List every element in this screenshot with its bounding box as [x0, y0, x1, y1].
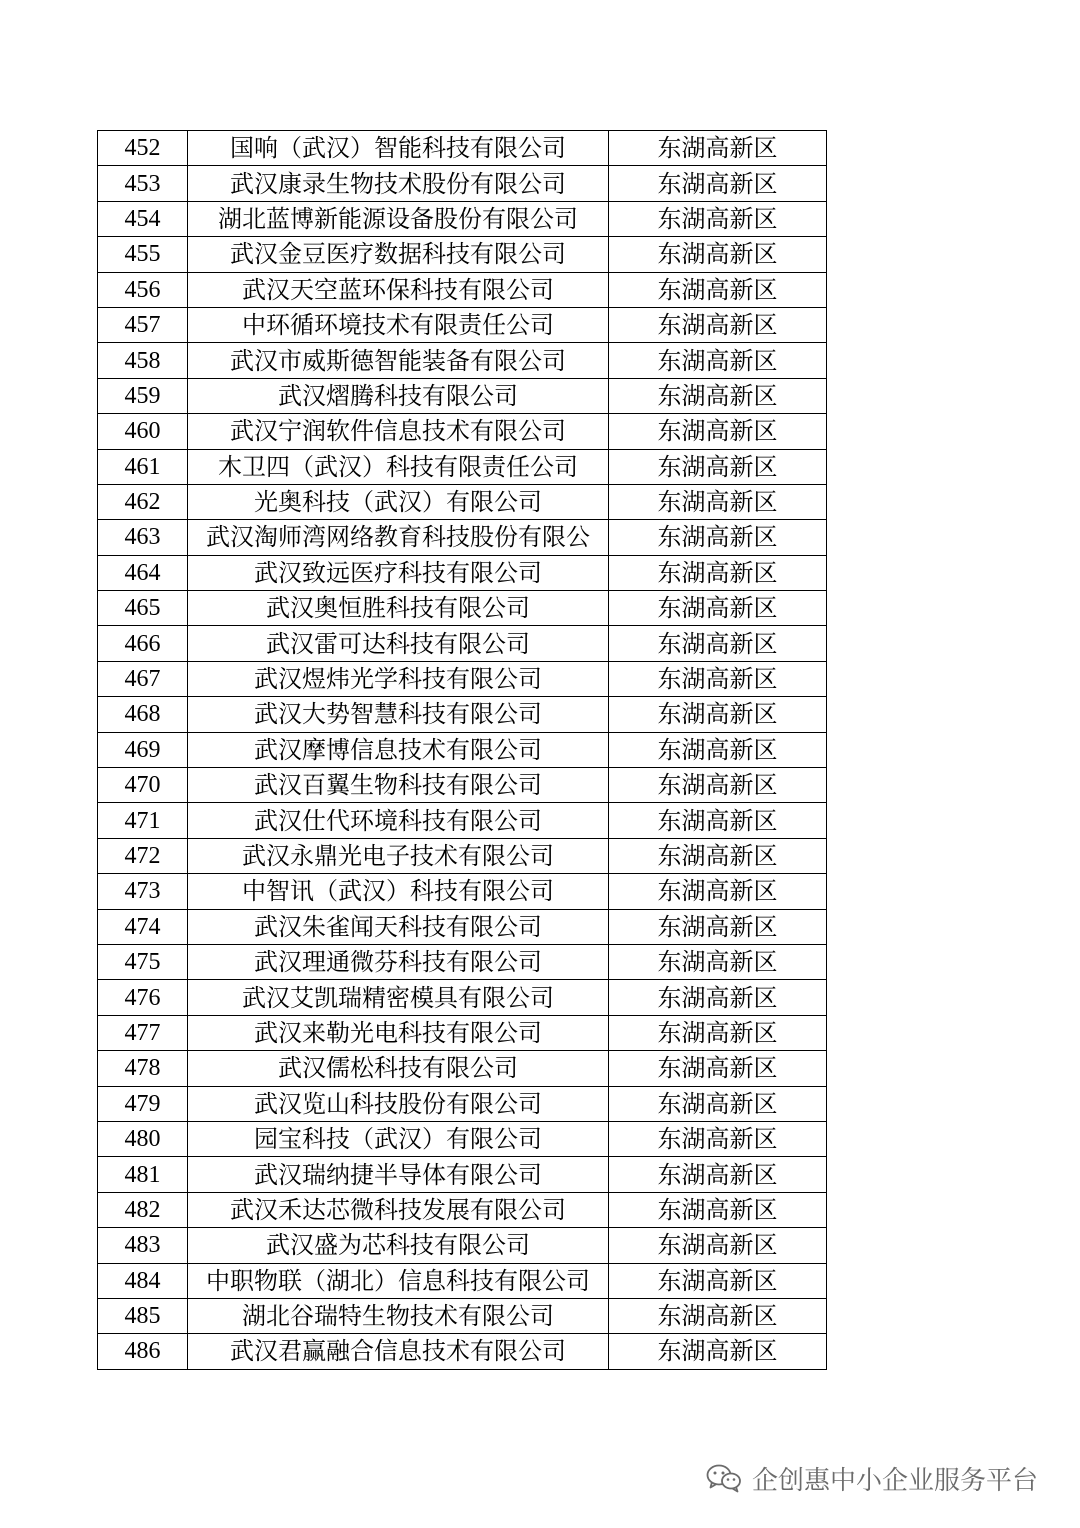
district-cell: 东湖高新区 [609, 1298, 827, 1333]
table-row [98, 909, 827, 944]
company-table-body [98, 131, 827, 1370]
row-number-cell: 480 [98, 1121, 188, 1156]
company-table [97, 130, 827, 1370]
table-row [98, 555, 827, 590]
district-cell: 东湖高新区 [609, 520, 827, 555]
district-cell: 东湖高新区 [609, 661, 827, 696]
wechat-icon [706, 1463, 742, 1493]
table-row [98, 520, 827, 555]
row-number-cell: 456 [98, 272, 188, 307]
company-name-cell: 国响（武汉）智能科技有限公司 [188, 131, 609, 166]
row-number-cell: 454 [98, 201, 188, 236]
company-name-cell: 武汉朱雀闻天科技有限公司 [188, 909, 609, 944]
district-cell: 东湖高新区 [609, 166, 827, 201]
row-number-cell: 457 [98, 307, 188, 342]
table-row [98, 343, 827, 378]
company-name-cell: 中智讯（武汉）科技有限公司 [188, 874, 609, 909]
district-cell: 东湖高新区 [609, 980, 827, 1015]
row-number-cell: 472 [98, 838, 188, 873]
company-name-cell: 武汉艾凯瑞精密模具有限公司 [188, 980, 609, 1015]
district-cell: 东湖高新区 [609, 414, 827, 449]
district-cell: 东湖高新区 [609, 803, 827, 838]
table-row [98, 803, 827, 838]
table-row [98, 484, 827, 519]
row-number-cell: 482 [98, 1192, 188, 1227]
district-cell: 东湖高新区 [609, 201, 827, 236]
table-row [98, 874, 827, 909]
company-name-cell: 光奥科技（武汉）有限公司 [188, 484, 609, 519]
district-cell: 东湖高新区 [609, 555, 827, 590]
district-cell: 东湖高新区 [609, 697, 827, 732]
company-name-cell: 武汉儒松科技有限公司 [188, 1051, 609, 1086]
company-name-cell: 园宝科技（武汉）有限公司 [188, 1121, 609, 1156]
row-number-cell: 481 [98, 1157, 188, 1192]
district-cell: 东湖高新区 [609, 874, 827, 909]
row-number-cell: 452 [98, 131, 188, 166]
table-row [98, 272, 827, 307]
table-row [98, 1015, 827, 1050]
district-cell: 东湖高新区 [609, 484, 827, 519]
table-row [98, 1263, 827, 1298]
row-number-cell: 460 [98, 414, 188, 449]
row-number-cell: 478 [98, 1051, 188, 1086]
row-number-cell: 483 [98, 1228, 188, 1263]
row-number-cell: 461 [98, 449, 188, 484]
district-cell: 东湖高新区 [609, 1157, 827, 1192]
company-name-cell: 武汉摩博信息技术有限公司 [188, 732, 609, 767]
district-cell: 东湖高新区 [609, 449, 827, 484]
district-cell: 东湖高新区 [609, 307, 827, 342]
table-row [98, 449, 827, 484]
district-cell: 东湖高新区 [609, 272, 827, 307]
company-name-cell: 武汉盛为芯科技有限公司 [188, 1228, 609, 1263]
table-row [98, 591, 827, 626]
district-cell: 东湖高新区 [609, 1228, 827, 1263]
table-row [98, 1334, 827, 1369]
district-cell: 东湖高新区 [609, 343, 827, 378]
table-row [98, 166, 827, 201]
company-name-cell: 武汉瑞纳捷半导体有限公司 [188, 1157, 609, 1192]
table-row [98, 1051, 827, 1086]
company-name-cell: 武汉来勒光电科技有限公司 [188, 1015, 609, 1050]
district-cell: 东湖高新区 [609, 237, 827, 272]
table-row [98, 1157, 827, 1192]
row-number-cell: 479 [98, 1086, 188, 1121]
company-name-cell: 武汉金豆医疗数据科技有限公司 [188, 237, 609, 272]
row-number-cell: 455 [98, 237, 188, 272]
district-cell: 东湖高新区 [609, 1086, 827, 1121]
row-number-cell: 467 [98, 661, 188, 696]
company-name-cell: 武汉致远医疗科技有限公司 [188, 555, 609, 590]
table-row [98, 838, 827, 873]
company-name-cell: 武汉淘师湾网络教育科技股份有限公 [188, 520, 609, 555]
company-name-cell: 武汉市威斯德智能装备有限公司 [188, 343, 609, 378]
row-number-cell: 470 [98, 768, 188, 803]
watermark-text: 企创惠中小企业服务平台 [752, 1465, 1039, 1496]
company-name-cell: 武汉君赢融合信息技术有限公司 [188, 1334, 609, 1369]
table-row [98, 307, 827, 342]
row-number-cell: 473 [98, 874, 188, 909]
district-cell: 东湖高新区 [609, 1334, 827, 1369]
district-cell: 东湖高新区 [609, 909, 827, 944]
row-number-cell: 459 [98, 378, 188, 413]
district-cell: 东湖高新区 [609, 944, 827, 979]
district-cell: 东湖高新区 [609, 1051, 827, 1086]
table-row [98, 944, 827, 979]
table-row [98, 980, 827, 1015]
table-row [98, 697, 827, 732]
company-name-cell: 武汉览山科技股份有限公司 [188, 1086, 609, 1121]
row-number-cell: 475 [98, 944, 188, 979]
company-name-cell: 武汉煜炜光学科技有限公司 [188, 661, 609, 696]
table-row [98, 1086, 827, 1121]
company-name-cell: 武汉宁润软件信息技术有限公司 [188, 414, 609, 449]
company-name-cell: 武汉雷可达科技有限公司 [188, 626, 609, 661]
company-name-cell: 武汉奥恒胜科技有限公司 [188, 591, 609, 626]
table-row [98, 732, 827, 767]
row-number-cell: 463 [98, 520, 188, 555]
table-row [98, 626, 827, 661]
company-name-cell: 武汉康录生物技术股份有限公司 [188, 166, 609, 201]
row-number-cell: 485 [98, 1298, 188, 1333]
district-cell: 东湖高新区 [609, 131, 827, 166]
district-cell: 东湖高新区 [609, 1192, 827, 1227]
district-cell: 东湖高新区 [609, 838, 827, 873]
row-number-cell: 462 [98, 484, 188, 519]
row-number-cell: 453 [98, 166, 188, 201]
row-number-cell: 484 [98, 1263, 188, 1298]
company-name-cell: 木卫四（武汉）科技有限责任公司 [188, 449, 609, 484]
company-name-cell: 湖北谷瑞特生物技术有限公司 [188, 1298, 609, 1333]
row-number-cell: 476 [98, 980, 188, 1015]
watermark [706, 1458, 1038, 1498]
table-row [98, 1228, 827, 1263]
company-name-cell: 中职物联（湖北）信息科技有限公司 [188, 1263, 609, 1298]
company-name-cell: 湖北蓝博新能源设备股份有限公司 [188, 201, 609, 236]
company-name-cell: 武汉理通微芬科技有限公司 [188, 944, 609, 979]
district-cell: 东湖高新区 [609, 1263, 827, 1298]
company-name-cell: 武汉大势智慧科技有限公司 [188, 697, 609, 732]
table-row [98, 201, 827, 236]
row-number-cell: 486 [98, 1334, 188, 1369]
district-cell: 东湖高新区 [609, 1121, 827, 1156]
row-number-cell: 466 [98, 626, 188, 661]
district-cell: 东湖高新区 [609, 732, 827, 767]
table-row [98, 237, 827, 272]
table-row [98, 1192, 827, 1227]
table-row [98, 414, 827, 449]
row-number-cell: 464 [98, 555, 188, 590]
row-number-cell: 471 [98, 803, 188, 838]
table-row [98, 1121, 827, 1156]
district-cell: 东湖高新区 [609, 626, 827, 661]
table-row [98, 661, 827, 696]
district-cell: 东湖高新区 [609, 768, 827, 803]
row-number-cell: 468 [98, 697, 188, 732]
row-number-cell: 474 [98, 909, 188, 944]
row-number-cell: 458 [98, 343, 188, 378]
district-cell: 东湖高新区 [609, 378, 827, 413]
row-number-cell: 465 [98, 591, 188, 626]
table-row [98, 768, 827, 803]
company-name-cell: 中环循环境技术有限责任公司 [188, 307, 609, 342]
district-cell: 东湖高新区 [609, 1015, 827, 1050]
company-name-cell: 武汉禾达芯微科技发展有限公司 [188, 1192, 609, 1227]
company-name-cell: 武汉永鼎光电子技术有限公司 [188, 838, 609, 873]
row-number-cell: 469 [98, 732, 188, 767]
table-row [98, 1298, 827, 1333]
table-row [98, 378, 827, 413]
table-row [98, 131, 827, 166]
company-name-cell: 武汉仕代环境科技有限公司 [188, 803, 609, 838]
company-name-cell: 武汉熠腾科技有限公司 [188, 378, 609, 413]
company-name-cell: 武汉天空蓝环保科技有限公司 [188, 272, 609, 307]
row-number-cell: 477 [98, 1015, 188, 1050]
district-cell: 东湖高新区 [609, 591, 827, 626]
company-name-cell: 武汉百翼生物科技有限公司 [188, 768, 609, 803]
